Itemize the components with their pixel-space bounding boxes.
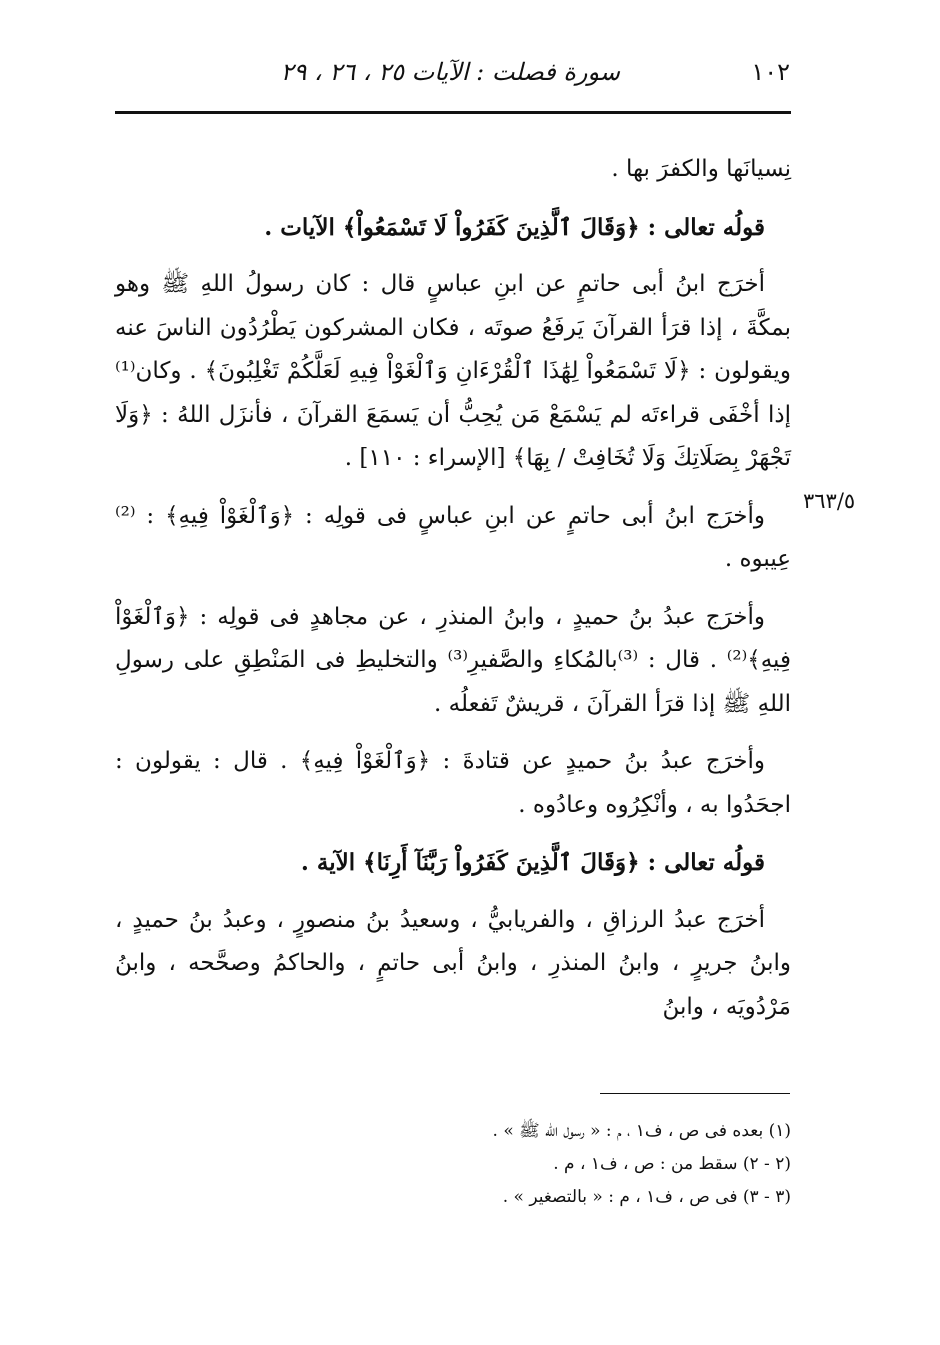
paragraph-5: وأخرَج عبدُ بنُ حميدٍ عن قتادةَ : ﴿وَٱلْغَوْاْ فِيهِ﴾ . قال : يقولون : اجحَدُوا به ، وأنْكِرُوه وعادُوه . [115, 748, 791, 818]
footnote-2: (٢ - ٢) سقط من : ص ، ف١ ، م . [553, 1154, 791, 1174]
section-heading-1: قولُه تعالى : ﴿وَقَالَ ٱلَّذِينَ كَفَرُواْ لَا تَسْمَعُواْ﴾ الآيات . [264, 213, 765, 241]
paragraph-6: أخرَج عبدُ الرزاقِ ، والفريابيُّ ، وسعيدُ بنُ منصورٍ ، وعبدُ بنُ حميدٍ ، وابنُ جريرٍ ، وابنُ المنذرِ ، وابنُ أبى حاتمٍ ، والحاكمُ وصحَّحه ، وابنُ مَرْدُويَه ، وابنُ [115, 906, 791, 1020]
footnote-3: (٣ - ٣) فى ص ، ف١ ، م : « بالتصغير » . [502, 1187, 791, 1207]
paragraph-1: نِسيانَها والكفرَ بها . [611, 156, 791, 182]
paragraph-3: وأخرَج ابنُ أبى حاتمٍ عن ابنِ عباسٍ فى قولِه : ﴿وَٱلْغَوْاْ فِيهِ﴾ : ⁽²⁾عِيبوه . [115, 502, 791, 572]
section-heading-2: قولُه تعالى : ﴿وَقَالَ ٱلَّذِينَ كَفَرُواْ رَبَّنَآ أَرِنَا﴾ الآية . [300, 849, 765, 876]
footnotes [115, 1115, 791, 1214]
paragraph-4: وأخرَج عبدُ بنُ حميدٍ ، وابنُ المنذرِ ، عن مجاهدٍ فى قولِه : ﴿وَٱلْغَوْاْ فِيهِ﴾⁽²⁾ . قال : ⁽³⁾بالمُكاءِ والصَّفيرِ⁽³⁾ والتخليطِ فى المَنْطِقِ على رسولِ اللهِ ﷺ إذا قرَأ القرآنَ ، قريشٌ تَفعلُه . [115, 603, 791, 717]
footnote-rule [600, 1093, 790, 1094]
paragraph-2: أخرَج ابنُ أبى حاتمٍ عن ابنِ عباسٍ قال : كان رسولُ اللهِ ﷺ وهو بمكَّةَ ، إذا قرَأ القرآنَ يَرفَعُ صوتَه ، فكان المشركون يَطْرُدُون الناسَ عنه ويقولون : ﴿لَا تَسْمَعُواْ لِهَٰذَا ٱلْقُرْءَانِ وَٱلْغَوْاْ فِيهِ لَعَلَّكُمْ تَغْلِبُونَ﴾ . وكان⁽¹⁾ إذا أخْفَى قراءتَه لم يَسْمَعْ مَن يُحِبُّ أن يَسمَعَ القرآنَ ، فأنزَل اللهُ : ﴿وَلَا تَجْهَرْ بِصَلَاتِكَ وَلَا تُخَافِتْ / بِهَا﴾ [الإسراء : ١١٠] . [115, 271, 791, 471]
footnote-1: (١) بعده فى ص ، ف١ ، م : « رسول الله ﷺ » . [492, 1121, 791, 1141]
running-title: سورة فصلت : الآيات ٢٥ ، ٢٦ ، ٢٩ [280, 58, 620, 86]
header-rule [115, 111, 791, 114]
page-header [115, 58, 790, 98]
page-number: ١٠٢ [751, 58, 790, 86]
margin-reference: ٣٦٣/٥ [803, 489, 856, 513]
page-body [115, 148, 791, 1029]
